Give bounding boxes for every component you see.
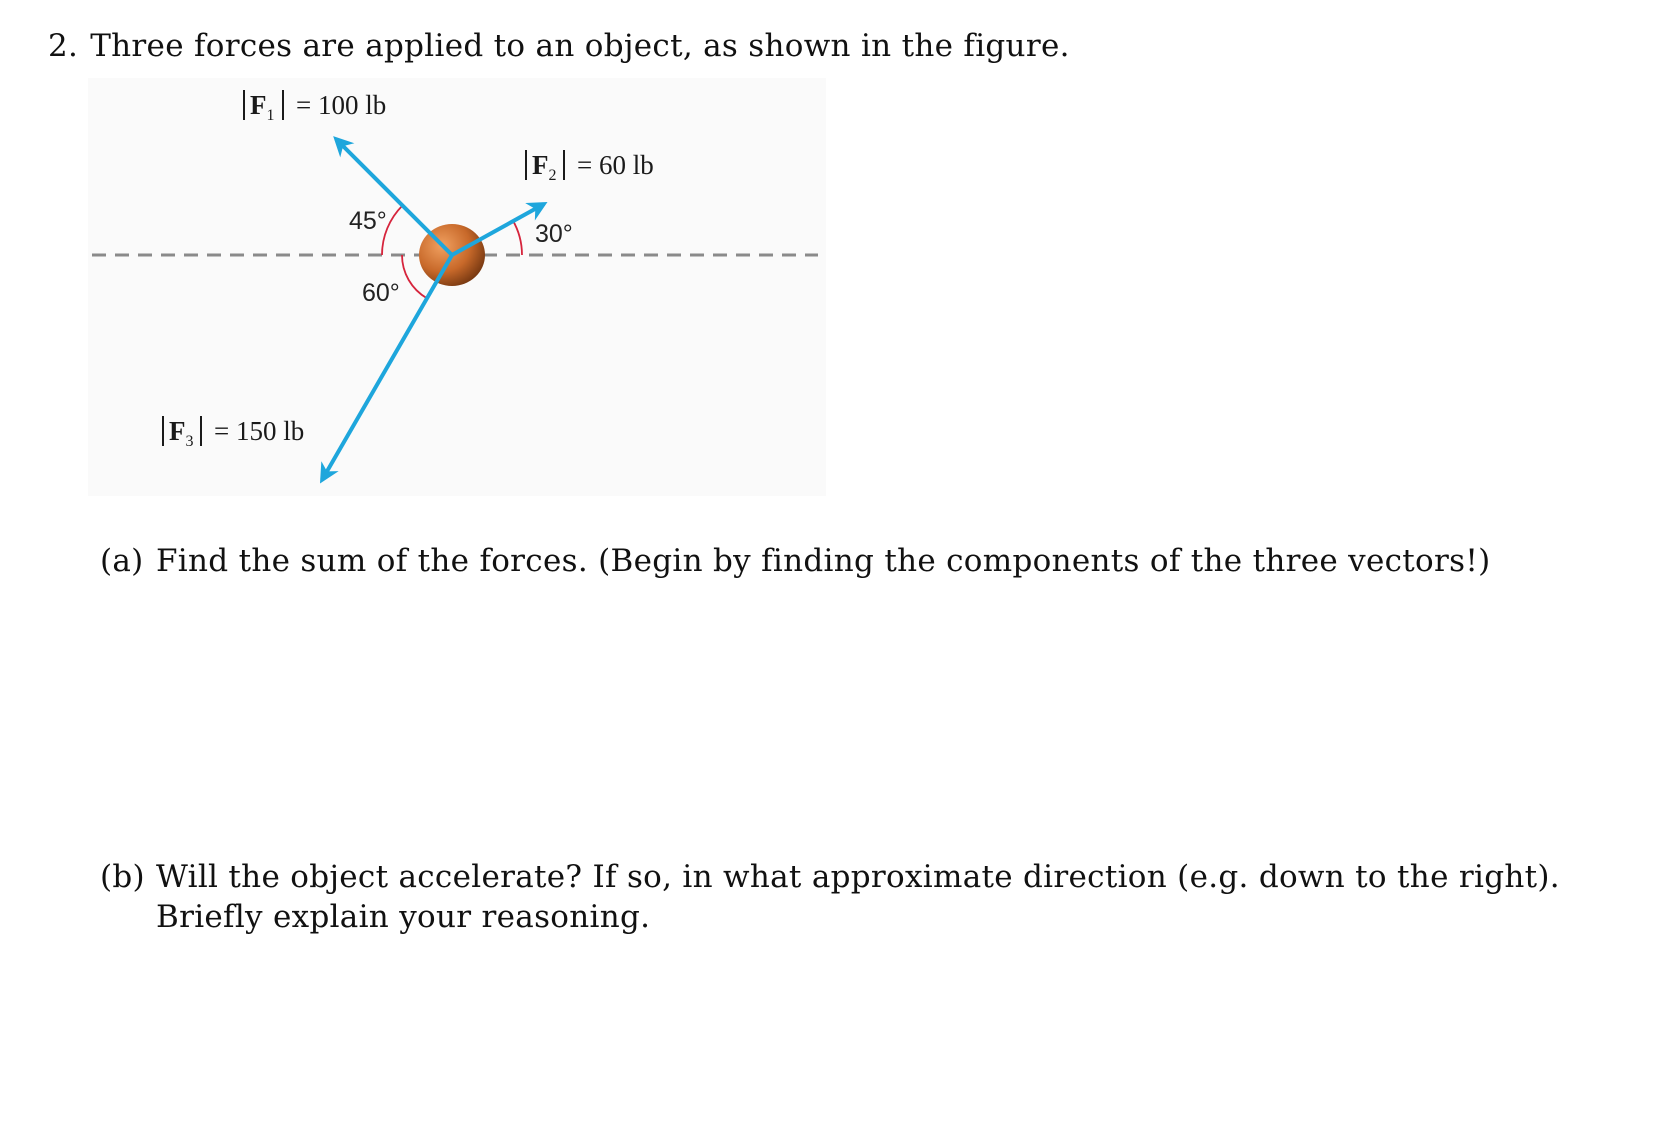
f1-magnitude: = 100 lb bbox=[296, 90, 387, 120]
force-diagram bbox=[88, 78, 826, 496]
part-b-text: Will the object accelerate? If so, in what approximate direction (e.g. down to the right). Briefly explain your reasoning. bbox=[156, 859, 1560, 935]
f3-magnitude: = 150 lb bbox=[214, 416, 305, 446]
f3-symbol: F bbox=[169, 416, 186, 446]
force-label-f2 bbox=[526, 150, 654, 184]
angle-label-30: 30° bbox=[535, 220, 573, 248]
part-b-label: (b) bbox=[100, 859, 145, 895]
force-label-f3 bbox=[163, 416, 304, 450]
f1-subscript: 1 bbox=[266, 107, 275, 124]
problem-number: 2. bbox=[48, 28, 79, 64]
problem-text: Three forces are applied to an object, as shown in the figure. bbox=[90, 28, 1070, 64]
f1-symbol: F bbox=[250, 90, 267, 120]
figure-background bbox=[88, 78, 826, 496]
force-label-f1 bbox=[244, 90, 386, 124]
f3-subscript: 3 bbox=[185, 433, 194, 450]
part-a bbox=[100, 541, 1491, 585]
f2-subscript: 2 bbox=[548, 167, 557, 184]
part-a-label: (a) bbox=[100, 543, 144, 579]
problem-statement bbox=[48, 28, 1070, 64]
part-a-text: Find the sum of the forces. (Begin by finding the components of the three vectors!) bbox=[156, 543, 1491, 579]
angle-label-60: 60° bbox=[362, 279, 400, 307]
f2-symbol: F bbox=[532, 150, 549, 180]
f2-magnitude: = 60 lb bbox=[577, 150, 654, 180]
part-b bbox=[100, 857, 1645, 947]
angle-label-45: 45° bbox=[349, 207, 387, 235]
